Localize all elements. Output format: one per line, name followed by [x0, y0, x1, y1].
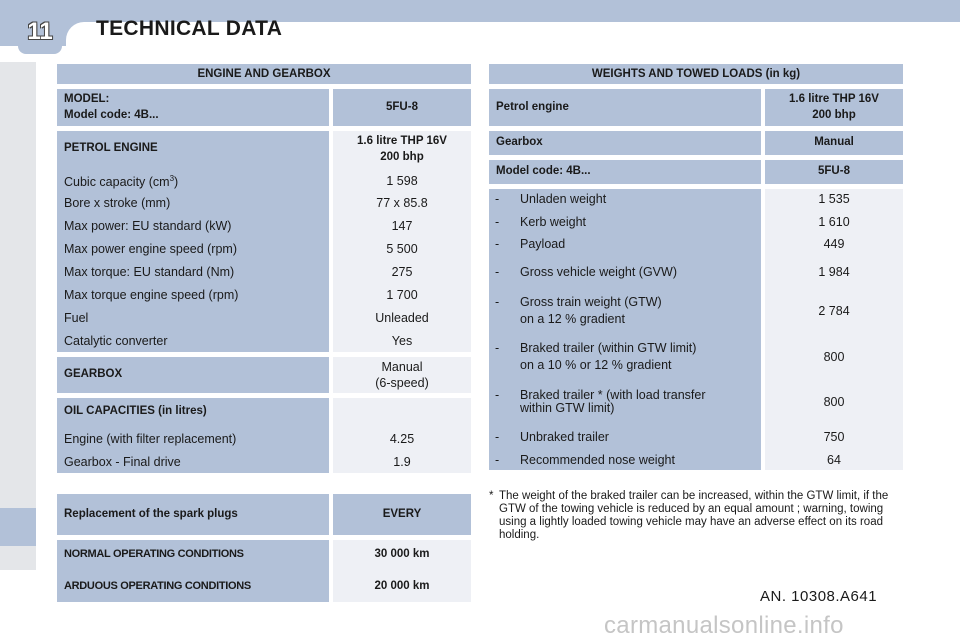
engine-row-value: 275: [391, 265, 413, 279]
spark-plugs-label: Replacement of the spark plugs: [64, 508, 238, 520]
weights-petrol-value-1: 1.6 litre THP 16V: [789, 93, 879, 105]
weight-row-value: 449: [823, 237, 845, 251]
petrol-engine-value-1: 1.6 litre THP 16V: [357, 135, 447, 147]
engine-row-value: Yes: [391, 334, 413, 348]
weight-row-value: 64: [827, 453, 841, 467]
weights-gearbox-value: Manual: [814, 136, 854, 148]
weights-header: WEIGHTS AND TOWED LOADS (in kg): [489, 64, 903, 84]
weights-model-value: 5FU-8: [818, 165, 850, 177]
gearbox-value-cell: [333, 357, 471, 393]
weights-petrol-value-cell: [765, 89, 903, 126]
footnote-marker: *: [489, 490, 494, 502]
model-value-cell: [333, 89, 471, 126]
engine-row-label: Max torque: EU standard (Nm): [64, 265, 235, 279]
gearbox-label-cell: [57, 357, 329, 393]
engine-row-value: 77 x 85.8: [376, 196, 428, 210]
spark-plugs-value-cell: [333, 494, 471, 535]
gearbox-label: GEARBOX: [64, 368, 123, 380]
weight-row-value: 800: [823, 350, 845, 364]
model-label: MODEL:: [64, 93, 110, 105]
model-label-cell: [57, 89, 329, 126]
weight-row-label: Kerb weight: [520, 215, 587, 229]
petrol-engine-value-2: 200 bhp: [380, 151, 424, 163]
oil-row-label: Gearbox - Final drive: [64, 455, 181, 469]
weight-row-dash: -: [495, 265, 500, 279]
weight-row-value: 1 535: [818, 192, 850, 206]
weight-row-dash: -: [495, 430, 500, 444]
engine-header: ENGINE AND GEARBOX: [57, 64, 471, 84]
engine-row-value: 5 500: [386, 242, 418, 256]
weight-row-value: 2 784: [818, 304, 850, 318]
side-margin: [0, 62, 36, 570]
weights-model-value-cell: [765, 160, 903, 184]
weight-row-dash: -: [495, 295, 500, 309]
weights-gearbox-value-cell: [765, 131, 903, 155]
weight-row-label: Unladen weight: [520, 192, 607, 206]
weight-row-label: Payload: [520, 237, 566, 251]
weight-row-label: Recommended nose weight: [520, 453, 675, 467]
weight-row-dash: -: [495, 453, 500, 467]
oil-row-label: Engine (with filter replacement): [64, 432, 237, 446]
side-tab: [0, 508, 36, 546]
engine-row-value: 147: [391, 219, 413, 233]
arduous-conditions-label: ARDUOUS OPERATING CONDITIONS: [64, 580, 251, 592]
weights-value-block: [765, 189, 903, 470]
oil-capacity-label: OIL CAPACITIES (in litres): [64, 405, 207, 417]
engine-row-label: Max power engine speed (rpm): [64, 242, 237, 256]
weight-row-label: Braked trailer * (with load transfer: [520, 388, 706, 402]
weight-row-label: Gross train weight (GTW): [520, 295, 662, 309]
weight-row-label: Unbraked trailer: [520, 430, 609, 444]
gearbox-value-2: (6-speed): [375, 376, 429, 390]
weight-row-dash: -: [495, 237, 500, 251]
engine-row-label: Fuel: [64, 311, 89, 325]
normal-conditions-value: 30 000 km: [374, 548, 430, 560]
weight-row-label-line2: on a 10 % or 12 % gradient: [520, 358, 672, 372]
engine-row-value: Unleaded: [375, 311, 429, 325]
weight-row-label-line2: on a 12 % gradient: [520, 312, 625, 326]
weights-gearbox-label-cell: [489, 131, 761, 155]
weights-petrol-value-2: 200 bhp: [812, 109, 856, 121]
normal-conditions-label: NORMAL OPERATING CONDITIONS: [64, 548, 244, 560]
document-reference: AN. 10308.A641: [760, 588, 878, 605]
weight-row-label-line2: within GTW limit): [520, 401, 615, 415]
oil-row-value: 1.9: [393, 455, 411, 469]
weight-row-value: 1 610: [818, 215, 850, 229]
weight-row-dash: -: [495, 215, 500, 229]
spark-plugs-value: EVERY: [382, 508, 422, 520]
weights-gearbox-label: Gearbox: [496, 136, 543, 148]
weight-row-label: Braked trailer (within GTW limit): [520, 341, 697, 355]
page-title: TECHNICAL DATA: [96, 17, 283, 40]
engine-row-value: 1 700: [386, 288, 418, 302]
chapter-number: 11: [18, 10, 62, 54]
model-code-label: Model code: 4B...: [64, 109, 159, 121]
engine-row-label: Bore x stroke (mm): [64, 196, 171, 210]
weight-row-label: Gross vehicle weight (GVW): [520, 265, 677, 279]
weights-model-label-cell: [489, 160, 761, 184]
weight-row-value: 800: [823, 395, 845, 409]
engine-row-label: Max torque engine speed (rpm): [64, 288, 239, 302]
operating-conditions-label-block: [57, 540, 329, 602]
weights-petrol-label: Petrol engine: [496, 101, 569, 113]
arduous-conditions-value: 20 000 km: [374, 580, 430, 592]
weights-model-label: Model code: 4B...: [496, 165, 591, 177]
weights-label-block: [489, 189, 761, 470]
engine-row-label: Cubic capacity $(cm^3)$: [64, 174, 179, 190]
weight-row-dash: -: [495, 341, 500, 355]
engine-row-label: Max power: EU standard (kW): [64, 219, 232, 233]
engine-row-value: 1 598: [386, 174, 418, 188]
oil-row-value: 4.25: [389, 432, 415, 446]
weight-row-value: 1 984: [818, 265, 850, 279]
footnote: The weight of the braked trailer can be increased, within the GTW limit, if the GTW of the towing vehicle is reduced by an equal amount ; warning, towing using a lightly loaded towing vehicle may have an adverse effect on its road holding.: [499, 490, 889, 541]
spark-plugs-label-cell: [57, 494, 329, 535]
watermark: carmanualsonline.info: [604, 612, 844, 639]
petrol-engine-label: PETROL ENGINE: [64, 142, 158, 154]
engine-row-label: Catalytic converter: [64, 334, 168, 348]
weights-petrol-label-cell: [489, 89, 761, 126]
gearbox-value-1: Manual: [381, 360, 423, 374]
weight-row-value: 750: [823, 430, 845, 444]
weight-row-dash: -: [495, 388, 500, 402]
model-value: 5FU-8: [386, 101, 418, 113]
weight-row-dash: -: [495, 192, 500, 206]
operating-conditions-value-block: [333, 540, 471, 602]
